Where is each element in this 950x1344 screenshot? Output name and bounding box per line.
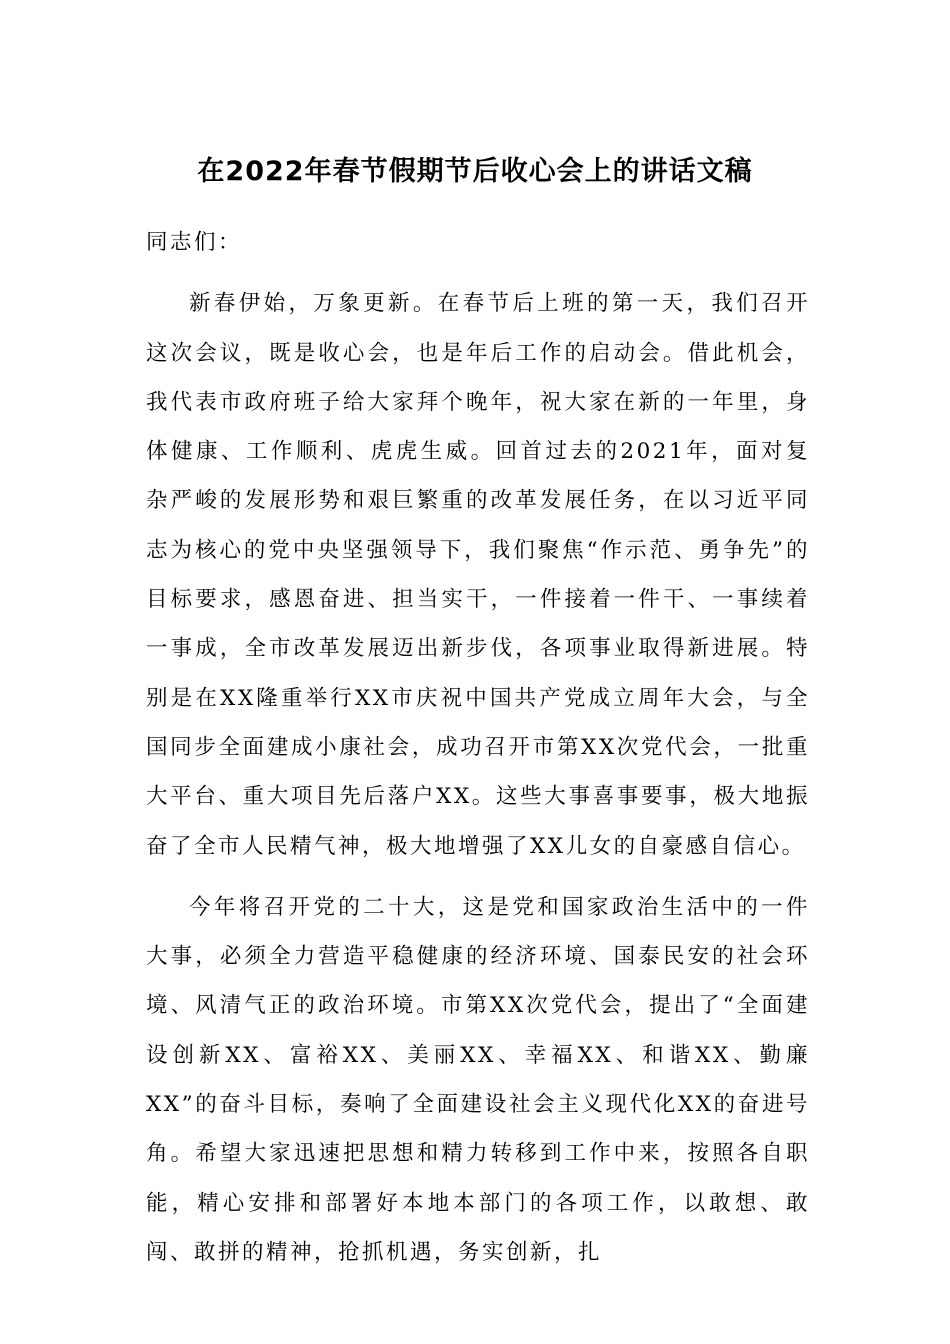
document-body <box>146 218 810 1277</box>
salutation: 同志们： <box>146 230 243 255</box>
paragraph-2: 今年将召开党的二十大，这是党和国家政治生活中的一件大事，必须全力营造平稳健康的经济环境、国泰民安的社会环境、风清气正的政治环境。市第XX次党代会，提出了“全面建设创新XX、富裕XX、美丽XX、幸福XX、和谐XX、勤廉XX”的奋斗目标，奏响了全面建设社会主义现代化XX的奋进号角。希望大家迅速把思想和精力转移到工作中来，按照各自职能，精心安排和部署好本地本部门的各项工作，以敢想、敢闯、敢拼的精神，抢抓机遇，务实创新，扎 <box>146 894 810 1265</box>
paragraph-1: 新春伊始，万象更新。在春节后上班的第一天，我们召开这次会议，既是收心会，也是年后工作的启动会。借此机会，我代表市政府班子给大家拜个晚年，祝大家在新的一年里，身体健康、工作顺利、虎虎生威。回首过去的2021年，面对复杂严峻的发展形势和艰巨繁重的改革发展任务，在以习近平同志为核心的党中央坚强领导下，我们聚焦“作示范、勇争先”的目标要求，感恩奋进、担当实干，一件接着一件干、一事续着一事成，全市改革发展迈出新步伐，各项事业取得新进展。特别是在XX隆重举行XX市庆祝中国共产党成立周年大会，与全国同步全面建成小康社会，成功召开市第XX次党代会，一批重大平台、重大项目先后落户XX。这些大事喜事要事，极大地振奋了全市人民精气神，极大地增强了XX儿女的自豪感自信心。 <box>146 291 810 859</box>
document-title: 在2022年春节假期节后收心会上的讲话文稿 <box>197 156 753 187</box>
